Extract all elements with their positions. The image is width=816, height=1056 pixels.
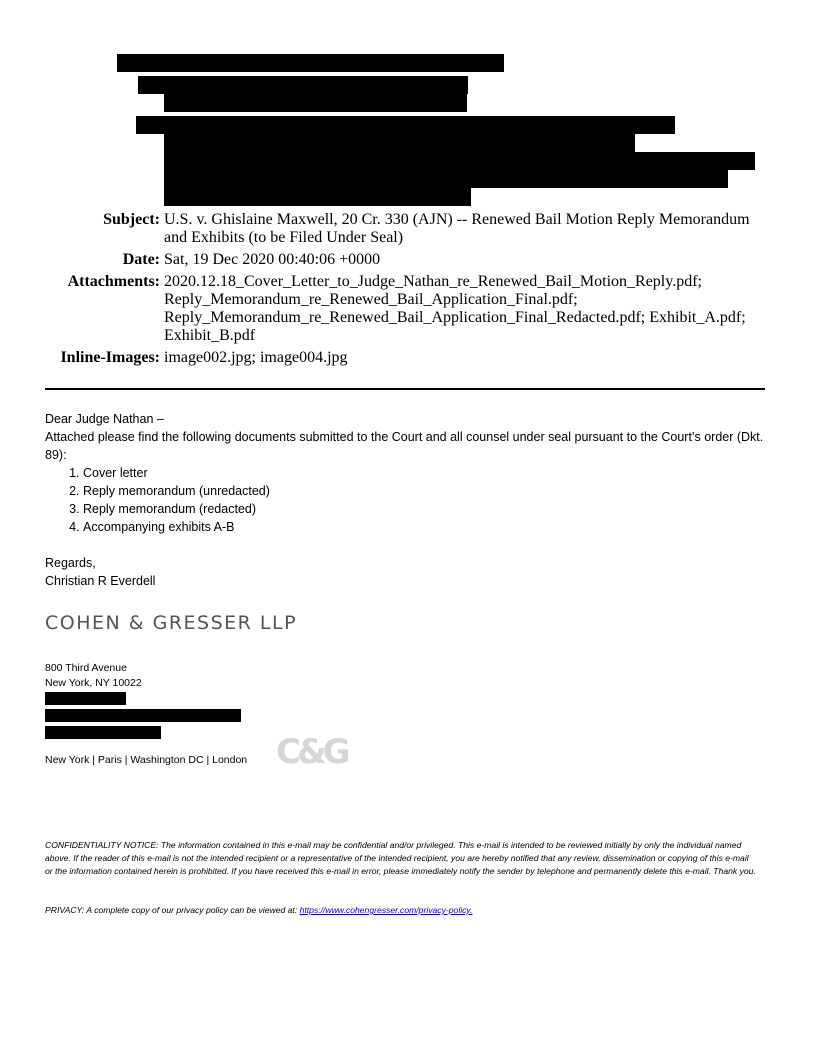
attachments-value: 2020.12.18_Cover_Letter_to_Judge_Nathan_re_Renewed_Bail_Motion_Reply.pdf; Reply_Memorandum_re_Renewed_Bail_Application_Final.pdf; Reply_Memorandum_re_Renewed_Bail_Application_Final_Redacted.pdf; Exhibit_A.pdf; Exhibit_B.pdf bbox=[164, 273, 746, 344]
privacy-notice bbox=[45, 904, 757, 917]
redaction-bar bbox=[45, 709, 241, 722]
date-label: Date: bbox=[122, 251, 160, 268]
confidentiality-notice: CONFIDENTIALITY NOTICE: The information contained in this e-mail may be confidential and/or privileged. This e-mail is intended to be reviewed initially by only the individual named above. If the reader of this e-mail is not the intended recipient or a representative of the intended recipient, you are hereby notified that any review, dissemination or copying of this e-mail or the information contained herein is prohibited. If you have received this e-mail in error, please immediately notify the sender by telephone and permanently delete this e-mail. Thank you. bbox=[45, 840, 756, 876]
intro-text: Attached please find the following documents submitted to the Court and all counsel under seal pursuant to the Court’s order (Dkt. 89): bbox=[45, 430, 764, 462]
subject-value: U.S. v. Ghislaine Maxwell, 20 Cr. 330 (AJN) -- Renewed Bail Motion Reply Memorandum and Exhibits (to be Filed Under Seal) bbox=[164, 211, 750, 246]
document-list bbox=[45, 464, 770, 536]
privacy-text: PRIVACY: A complete copy of our privacy policy can be viewed at: bbox=[45, 905, 300, 915]
firm-logo-text: COHEN & GRESSER LLP bbox=[45, 612, 298, 634]
list-item: 4. Accompanying exhibits A-B bbox=[83, 518, 770, 536]
list-item: 1. Cover letter bbox=[83, 464, 770, 482]
redaction-bar bbox=[45, 692, 126, 705]
address-line-2: New York, NY 10022 bbox=[45, 677, 142, 689]
list-item: 3. Reply memorandum (redacted) bbox=[83, 500, 770, 518]
list-item: 2. Reply memorandum (unredacted) bbox=[83, 482, 770, 500]
message-body bbox=[45, 410, 770, 590]
attachments-label: Attachments: bbox=[67, 273, 160, 290]
greeting: Dear Judge Nathan – bbox=[45, 412, 164, 426]
office-cities: New York | Paris | Washington DC | London bbox=[45, 754, 248, 766]
closing: Regards, bbox=[45, 556, 96, 570]
email-header bbox=[0, 0, 816, 380]
date-value: Sat, 19 Dec 2020 00:40:06 +0000 bbox=[164, 251, 381, 268]
header-divider bbox=[45, 388, 765, 390]
firm-address bbox=[45, 661, 142, 691]
redaction-bar bbox=[45, 726, 161, 739]
address-line-1: 800 Third Avenue bbox=[45, 662, 127, 674]
privacy-policy-link[interactable]: https://www.cohengresser.com/privacy-policy. bbox=[299, 905, 473, 915]
sender-name: Christian R Everdell bbox=[45, 574, 156, 588]
cg-logo-icon: C&G bbox=[276, 732, 347, 772]
subject-label: Subject: bbox=[103, 211, 160, 228]
inline-images-value: image002.jpg; image004.jpg bbox=[164, 349, 348, 366]
inline-images-label: Inline-Images: bbox=[60, 349, 160, 366]
